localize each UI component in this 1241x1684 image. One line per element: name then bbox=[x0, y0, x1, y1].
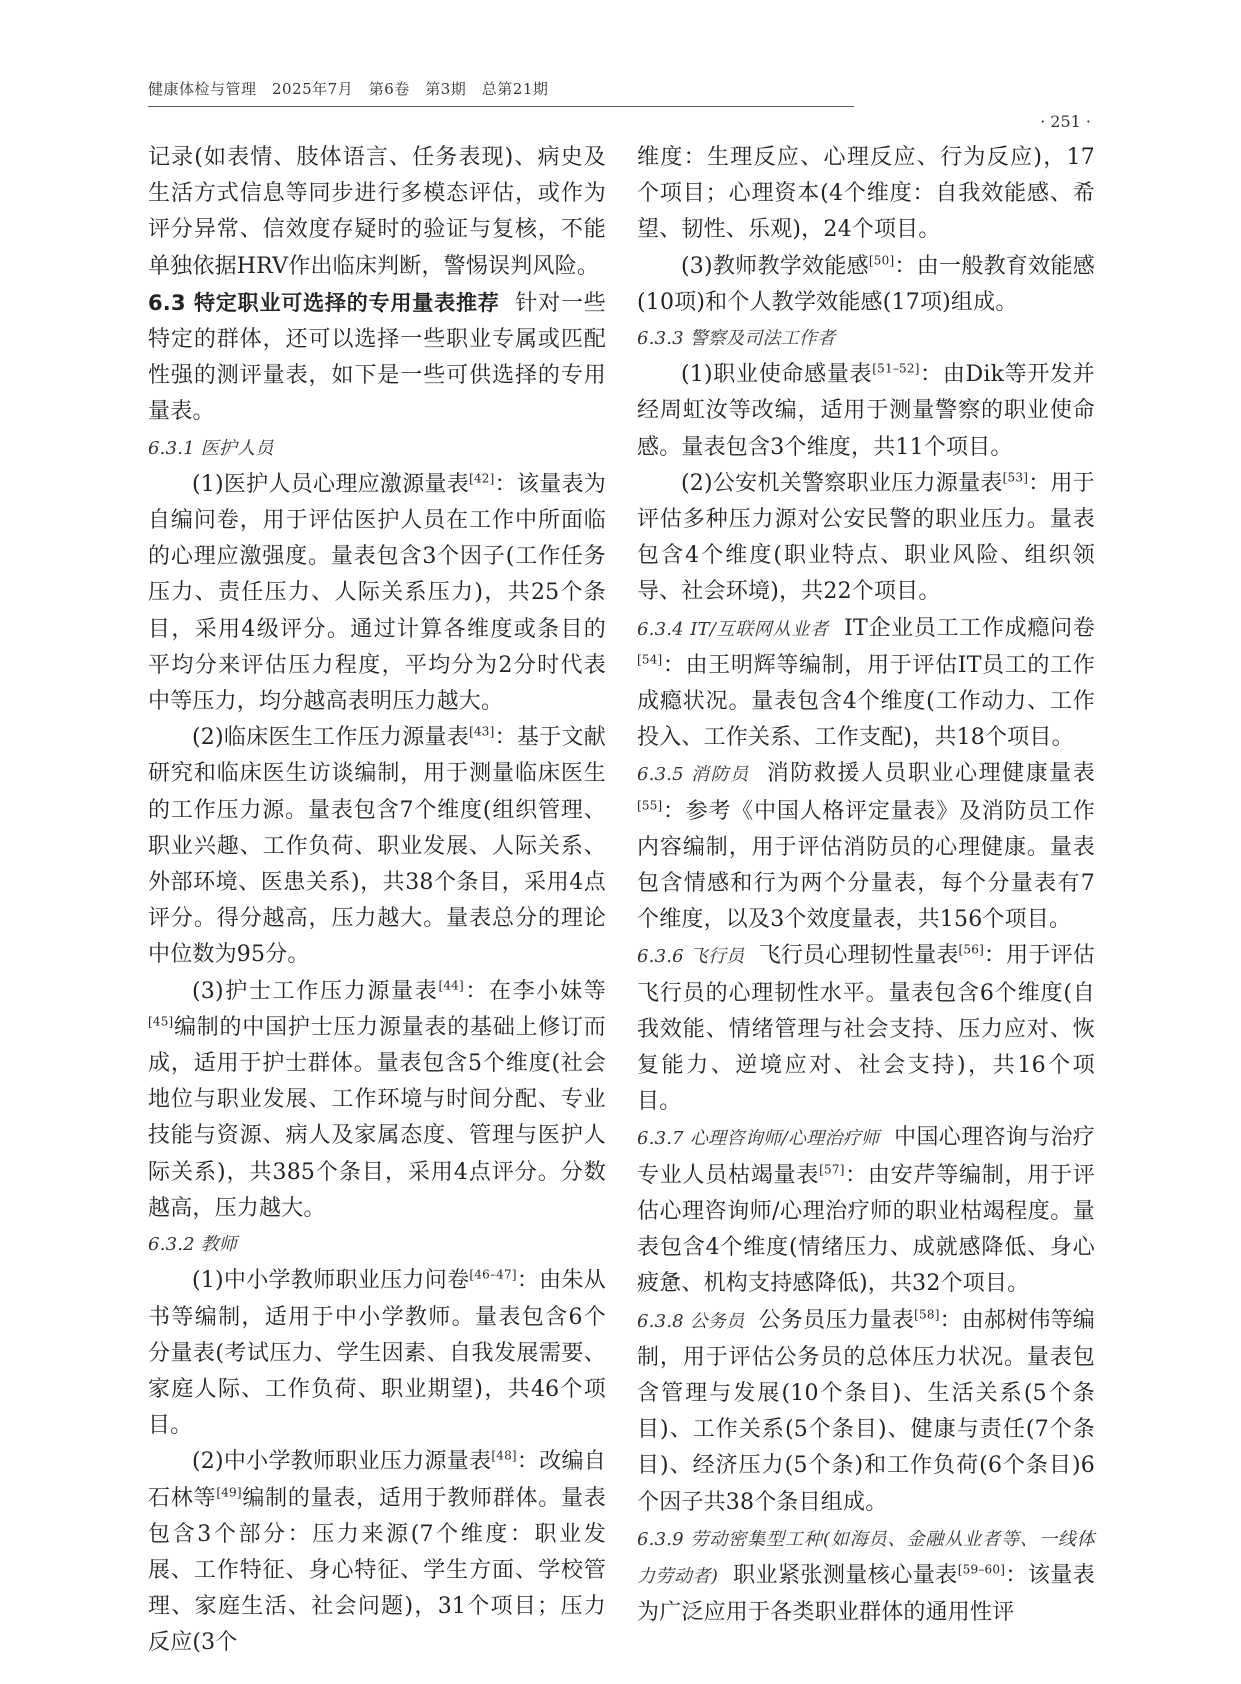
scale-desc: ：由郝树伟等编制，用于评估公务员的总体压力状况。量表包含管理与发展(10个条目)、生活关系(5个条目)、工作关系(5个条目)、健康与责任(7个条目)、经济压力(5个条)和工作负荷(6个条目)6个因子共38个条目组成。 bbox=[637, 1307, 1095, 1515]
citation: [48] bbox=[491, 1448, 517, 1463]
subheading-counselor: 6.3.7 心理咨询师/心理治疗师 bbox=[637, 1128, 880, 1150]
scale-desc: ：由Dik等开发并经周虹汝等改编，适用于测量警察的职业使命感。量表包含3个维度，共11个项目。 bbox=[637, 362, 1095, 460]
citation: [44] bbox=[438, 978, 464, 993]
citation: [46–47] bbox=[469, 1267, 517, 1282]
paragraph-teacher-3 bbox=[637, 249, 1095, 321]
citation: [57] bbox=[819, 1162, 845, 1177]
paragraph-hrv-note: 记录(如表情、肢体语言、任务表现)、病史及生活方式信息等同步进行多模态评估，或作为评分异常、信效度存疑时的验证与复核，不能单独依据HRV作出临床判断，警惕误判风险。 bbox=[148, 145, 606, 279]
running-header: 健康体检与管理 2025年7月 第6卷 第3期 总第21期 bbox=[148, 80, 549, 98]
scale-desc: 编制的量表，适用于教师群体。量表包含3个部分：压力来源(7个维度：职业发展、工作特征、身心特征、学生方面、学校管理、家庭生活、社会问题)，31个项目；压力反应(3个 bbox=[148, 1485, 607, 1656]
right-column bbox=[637, 140, 1095, 1631]
citation: [59–60] bbox=[957, 1562, 1006, 1577]
paragraph-labor bbox=[637, 1521, 1095, 1632]
citation: [51–52] bbox=[872, 361, 920, 376]
subheading-pilot: 6.3.6 飞行员 bbox=[637, 946, 745, 968]
paragraph-teacher-1 bbox=[148, 1263, 606, 1444]
subheading-civil-servant: 6.3.8 公务员 bbox=[637, 1310, 745, 1332]
scale-name: 职业紧张测量核心量表 bbox=[733, 1562, 958, 1588]
citation: [49] bbox=[216, 1485, 242, 1500]
citation: [43] bbox=[469, 724, 495, 739]
citation: [45] bbox=[148, 1014, 174, 1029]
scale-desc: ：用于评估多种压力源对公安民警的职业压力。量表包含4个维度(职业特点、职业风险、组织领导、社会环境)，共22个项目。 bbox=[637, 470, 1095, 605]
paragraph-police-1 bbox=[637, 357, 1095, 466]
scale-name: 飞行员心理韧性量表 bbox=[758, 943, 959, 969]
scale-name: (2)公安机关警察职业压力源量表 bbox=[681, 470, 1003, 496]
scale-desc: ：在李小妹等 bbox=[463, 978, 606, 1004]
scale-desc: ：由一般教育效能感(10项)和个人教学效能感(17项)组成。 bbox=[637, 253, 1095, 315]
section-6-3 bbox=[148, 285, 606, 431]
scale-desc: ：由朱从书等编制，适用于中小学教师。量表包含6个分量表(考试压力、学生因素、自我发展需要、家庭人际、工作负荷、职业期望)，共46个项目。 bbox=[148, 1268, 606, 1439]
scale-desc: ：用于评估飞行员的心理韧性水平。量表包含6个维度(自我效能、情绪管理与社会支持、压力应对、恢复能力、逆境应对、社会支持)，共16个项目。 bbox=[637, 943, 1095, 1115]
section-title: 6.3 特定职业可选择的专用量表推荐 bbox=[148, 290, 500, 315]
scale-name: 公务员压力量表 bbox=[758, 1307, 915, 1333]
paragraph-firefighter bbox=[637, 756, 1095, 938]
paragraph-medical-1 bbox=[148, 467, 606, 720]
paragraph-teacher-2 bbox=[148, 1444, 606, 1661]
paragraph-teacher-2-cont: 维度：生理反应、心理反应、行为反应)，17个项目；心理资本(4个维度：自我效能感、希望、韧性、乐观)，24个项目。 bbox=[637, 145, 1095, 243]
scale-name: (3)教师教学效能感 bbox=[681, 253, 869, 279]
scale-desc: ：改编自石林等 bbox=[148, 1449, 606, 1511]
citation: [54] bbox=[637, 652, 663, 667]
scale-name: (2)临床医生工作压力源量表 bbox=[192, 725, 470, 751]
scale-name: (1)中小学教师职业压力问卷 bbox=[192, 1268, 470, 1294]
paragraph-civil-servant bbox=[637, 1303, 1095, 1521]
left-column bbox=[148, 140, 606, 1662]
scale-name: IT企业员工工作成瘾问卷 bbox=[844, 615, 1096, 641]
citation: [56] bbox=[958, 943, 984, 958]
paragraph-it bbox=[637, 611, 1095, 757]
paragraph-counselor bbox=[637, 1120, 1095, 1302]
scale-name: (2)中小学教师职业压力源量表 bbox=[192, 1449, 492, 1475]
section-text: 针对一些特定的群体，还可以选择一些职业专属或匹配性强的测评量表，如下是一些可供选择的专用量表。 bbox=[148, 290, 606, 425]
citation: [55] bbox=[637, 798, 663, 813]
scale-name: (1)医护人员心理应激源量表 bbox=[192, 471, 470, 497]
scale-name: 中国心理咨询与治疗专业人员枯竭量表 bbox=[637, 1125, 1095, 1188]
subheading-labor: 6.3.9 劳动密集型工种(如海员、金融从业者等、一线体力劳动者) bbox=[637, 1528, 1095, 1587]
paragraph-medical-2 bbox=[148, 720, 606, 973]
scale-desc: ：由王明辉等编制，用于评估IT员工的工作成瘾状况。量表包含4个维度(工作动力、工作投入、工作关系、工作支配)，共18个项目。 bbox=[637, 652, 1095, 751]
paragraph-police-2 bbox=[637, 466, 1095, 611]
citation: [53] bbox=[1002, 470, 1029, 485]
scale-desc: ：参考《中国人格评定量表》及消防员工作内容编制，用于评估消防员的心理健康。量表包含情感和行为两个分量表，每个分量表有7个维度，以及3个效度量表，共156个项目。 bbox=[637, 798, 1095, 933]
scale-name: (3)护士工作压力源量表 bbox=[192, 978, 439, 1004]
scale-name: (1)职业使命感量表 bbox=[681, 362, 873, 388]
citation: [42] bbox=[469, 471, 495, 486]
header-rule bbox=[148, 106, 854, 107]
scale-desc: ：该量表为自编问卷，用于评估医护人员在工作中所面临的心理应激强度。量表包含3个因子(工作任务压力、责任压力、人际关系压力)，共25个条目，采用4级评分。通过计算各维度或条目的平均分来评估压力程度，平均分为2分时代表中等压力，均分越高表明压力越大。 bbox=[148, 471, 606, 715]
subheading-firefighter: 6.3.5 消防员 bbox=[637, 764, 750, 786]
paragraph-medical-3 bbox=[148, 974, 606, 1227]
scale-desc: 编制的中国护士压力源量表的基础上修订而成，适用于护士群体。量表包含5个维度(社会地位与职业发展、工作环境与时间分配、专业技能与资源、病人及家属态度、管理与医护人际关系)，共385个条目，采用4点评分。分数越高，压力越大。 bbox=[148, 1014, 606, 1221]
subheading-medical: 6.3.1 医护人员 bbox=[148, 437, 274, 459]
subheading-teacher: 6.3.2 教师 bbox=[148, 1234, 238, 1256]
page-number: · 251 · bbox=[1040, 112, 1091, 131]
scale-desc: ：基于文献研究和临床医生访谈编制，用于测量临床医生的工作压力源。量表包含7个维度(组织管理、职业兴趣、工作负荷、职业发展、人际关系、外部环境、医患关系)，共38个条目，采用4点评分。得分越高，压力越大。量表总分的理论中位数为95分。 bbox=[148, 725, 606, 968]
subheading-it: 6.3.4 IT/互联网从业者 bbox=[637, 618, 829, 640]
paragraph-pilot bbox=[637, 938, 1095, 1120]
scale-desc: ：该量表为广泛应用于各类职业群体的通用性评 bbox=[637, 1562, 1095, 1626]
scale-desc: ：由安芹等编制，用于评估心理咨询师/心理治疗师的职业枯竭程度。量表包含4个维度(情绪压力、成就感降低、身心疲惫、机构支持感降低)，共32个项目。 bbox=[637, 1162, 1096, 1297]
subheading-police: 6.3.3 警察及司法工作者 bbox=[637, 328, 836, 350]
citation: [58] bbox=[914, 1307, 940, 1322]
citation: [50] bbox=[868, 253, 895, 268]
scale-name: 消防救援人员职业心理健康量表 bbox=[766, 761, 1095, 787]
